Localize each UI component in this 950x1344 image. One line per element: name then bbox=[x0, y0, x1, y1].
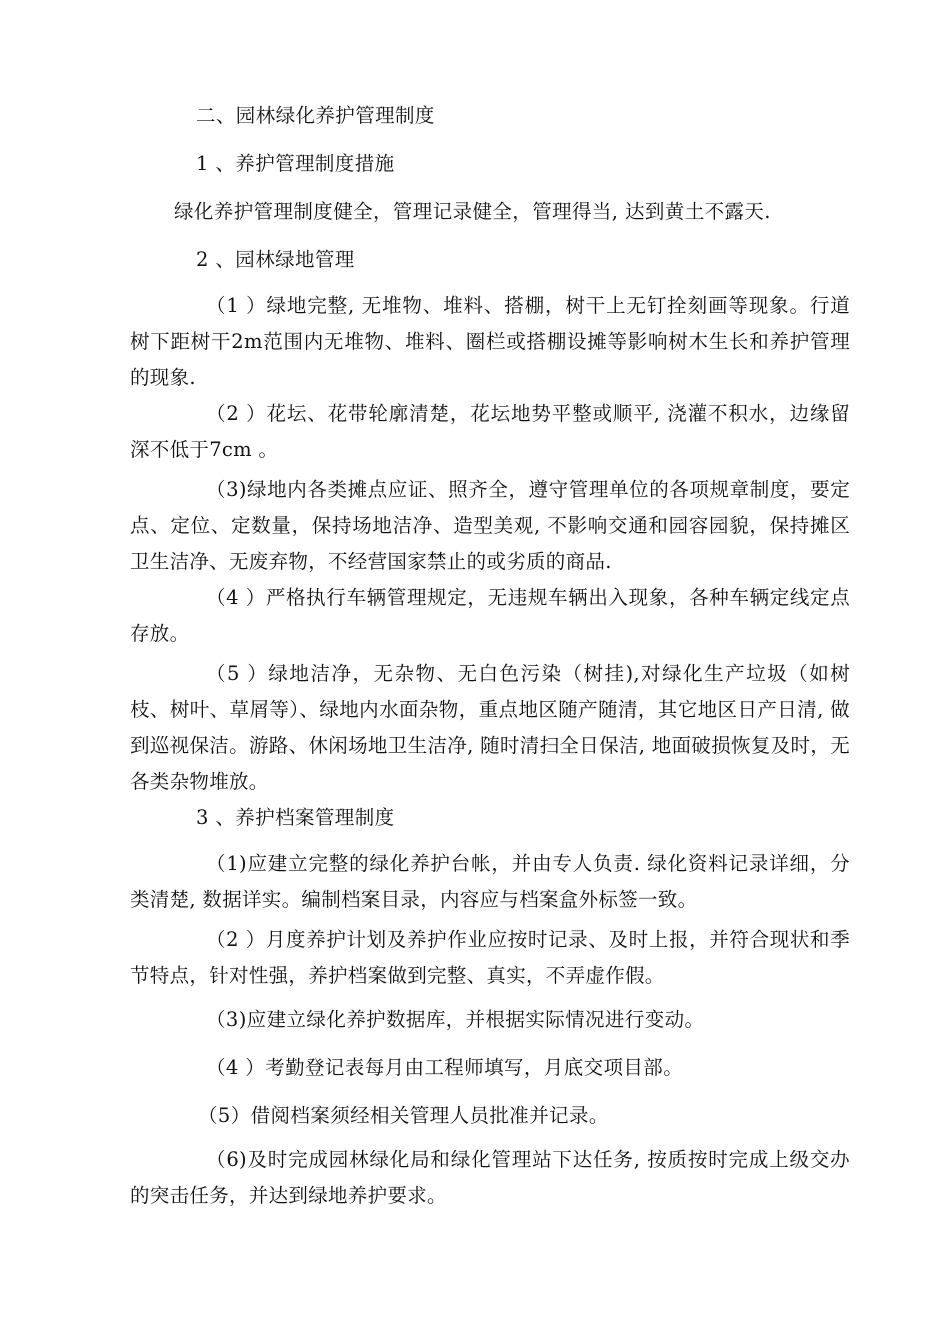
list-item-2-3: （3)绿地内各类摊点应证、照齐全，遵守管理单位的各项规章制度，要定点、定位、定数量，保持场地洁净、造型美观, 不影响交通和园容园貌，保持摊区卫生洁净、无废弃物，不经营国家禁止的或劣质的商品. bbox=[130, 478, 850, 573]
list-item-2-4: （4 ）严格执行车辆管理规定，无违规车辆出入现象，各种车辆定线定点存放。 bbox=[130, 586, 850, 645]
list-item-3-3: （3)应建立绿化养护数据库，并根据实际情况进行变动。 bbox=[206, 1008, 705, 1031]
subsection-heading-2: 2 、园林绿地管理 bbox=[196, 248, 355, 271]
list-item-2-5: （5 ）绿地洁净，无杂物、无白色污染（树挂),对绿化生产垃圾（如树枝、树叶、草屑等）、绿地内水面杂物，重点地区随产随清，其它地区日产日清, 做到巡视保洁。游路、休闲场地卫生洁净, 随时清扫全日保洁, 地面破损恢复及时，无各类杂物堆放。 bbox=[130, 662, 850, 793]
list-item-3-5: （5）借阅档案须经相关管理人员批准并记录。 bbox=[198, 1104, 609, 1127]
paragraph-1: 绿化养护管理制度健全，管理记录健全，管理得当, 达到黄土不露天. bbox=[174, 200, 771, 223]
list-item-2-1: （1 ）绿地完整, 无堆物、堆料、搭棚，树干上无钉拴刻画等现象。行道树下距树干2m范围内无堆物、堆料、圈栏或搭棚设摊等影响树木生长和养护管理的现象. bbox=[130, 294, 850, 389]
section-heading: 二、园林绿化养护管理制度 bbox=[196, 104, 435, 127]
list-item-2-2: （2 ）花坛、花带轮廓清楚，花坛地势平整或顺平, 浇灌不积水，边缘留深不低于7cm 。 bbox=[130, 402, 850, 461]
list-item-3-4: （4 ）考勤登记表每月由工程师填写，月底交项目部。 bbox=[206, 1056, 684, 1079]
list-item-3-1: （1)应建立完整的绿化养护台帐，并由专人负责. 绿化资料记录详细，分类清楚, 数据详实。编制档案目录，内容应与档案盒外标签一致。 bbox=[130, 852, 850, 911]
subsection-heading-3: 3 、养护档案管理制度 bbox=[196, 806, 395, 829]
list-item-3-6: （6)及时完成园林绿化局和绿化管理站下达任务, 按质按时完成上级交办的突击任务，并达到绿地养护要求。 bbox=[130, 1148, 850, 1207]
subsection-heading-1: 1 、养护管理制度措施 bbox=[196, 152, 395, 175]
list-item-3-2: （2 ）月度养护计划及养护作业应按时记录、及时上报，并符合现状和季节特点，针对性强，养护档案做到完整、真实，不弄虚作假。 bbox=[130, 928, 850, 987]
